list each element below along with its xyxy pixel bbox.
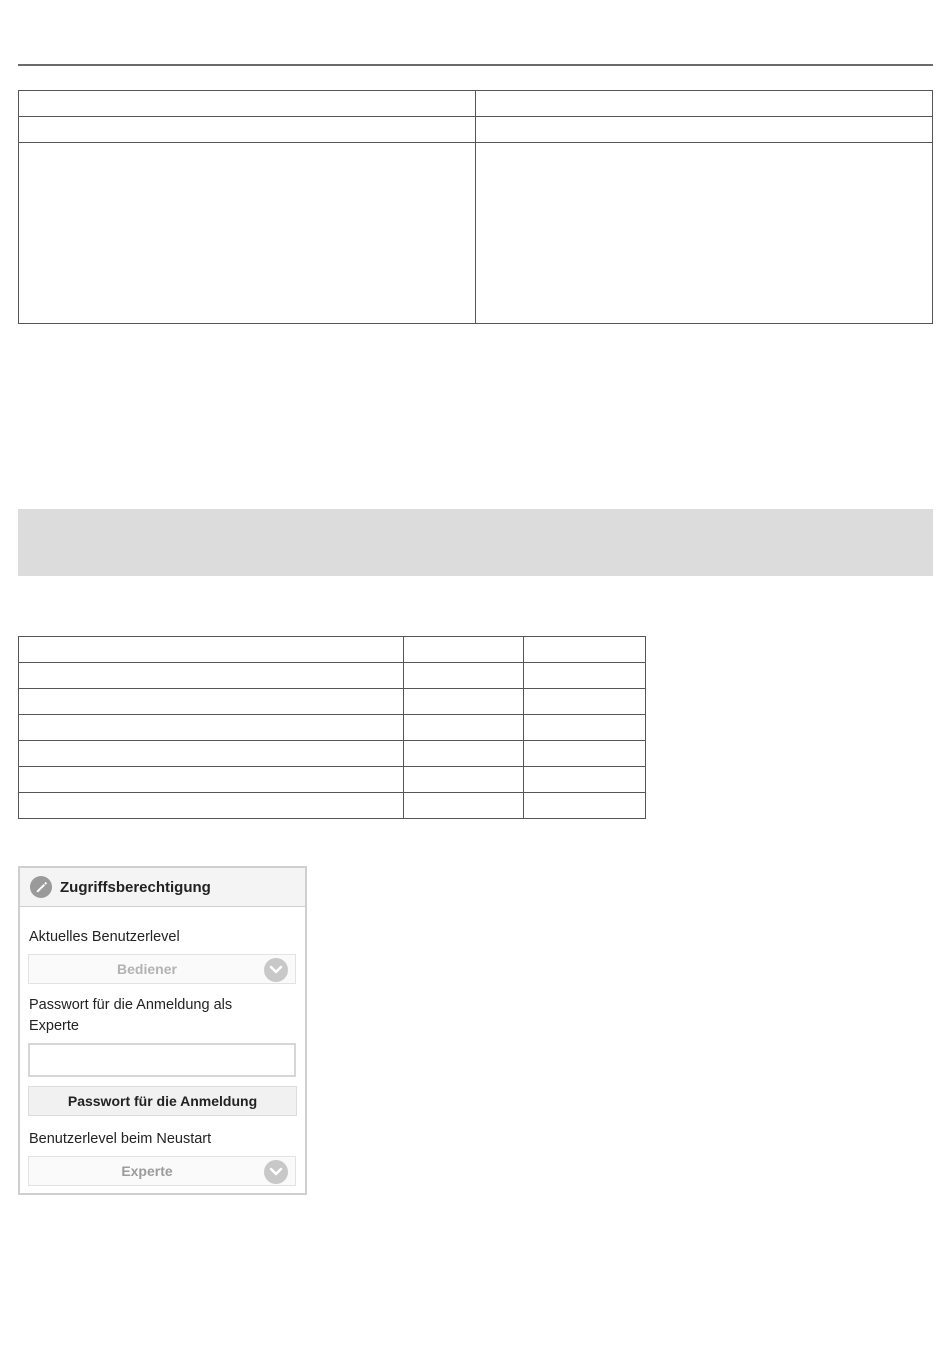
table-row	[19, 143, 933, 324]
info-table	[18, 90, 933, 324]
table-cell	[476, 91, 933, 117]
table-cell	[404, 767, 524, 793]
table-cell	[19, 663, 404, 689]
table-cell	[524, 663, 646, 689]
current-level-select[interactable]	[28, 954, 296, 984]
table-cell	[19, 793, 404, 819]
table-cell	[19, 715, 404, 741]
table-cell	[476, 117, 933, 143]
table-cell	[404, 689, 524, 715]
restart-level-select[interactable]	[28, 1156, 296, 1186]
table-cell	[524, 767, 646, 793]
restart-level-value: Experte	[121, 1163, 173, 1179]
chevron-down-icon[interactable]	[264, 958, 288, 982]
table-row	[19, 663, 646, 689]
password-input[interactable]	[28, 1043, 296, 1077]
table-cell	[404, 793, 524, 819]
table-cell	[524, 715, 646, 741]
panel-header	[20, 868, 305, 907]
table-cell	[19, 143, 476, 324]
table-cell	[404, 663, 524, 689]
table-cell	[476, 143, 933, 324]
panel-title: Zugriffsberechtigung	[60, 878, 211, 896]
table-row	[19, 793, 646, 819]
header-rule	[18, 64, 933, 66]
table-row	[19, 767, 646, 793]
note-box	[18, 509, 933, 576]
table-row	[19, 715, 646, 741]
table-row	[19, 91, 933, 117]
restart-level-label: Benutzerlevel beim Neustart	[29, 1131, 212, 1147]
table-cell	[524, 689, 646, 715]
table-row	[19, 117, 933, 143]
table-row	[19, 741, 646, 767]
table-cell	[404, 715, 524, 741]
current-level-label: Aktuelles Benutzerlevel	[29, 929, 180, 945]
table-cell	[524, 741, 646, 767]
table-cell	[524, 637, 646, 663]
current-level-value: Bediener	[117, 961, 177, 977]
table-cell	[404, 637, 524, 663]
table-cell	[19, 91, 476, 117]
table-cell	[19, 741, 404, 767]
table-cell	[19, 767, 404, 793]
access-panel	[18, 866, 307, 1195]
table-cell	[19, 117, 476, 143]
table-cell	[524, 793, 646, 819]
parameter-table	[18, 636, 646, 819]
chevron-down-icon[interactable]	[264, 1160, 288, 1184]
pencil-icon	[30, 876, 52, 898]
login-button[interactable]: Passwort für die Anmeldung	[28, 1086, 297, 1116]
table-cell	[19, 689, 404, 715]
password-label: Passwort für die Anmeldung als Experte	[29, 997, 233, 1034]
table-cell	[404, 741, 524, 767]
table-cell	[19, 637, 404, 663]
table-row	[19, 689, 646, 715]
table-row	[19, 637, 646, 663]
